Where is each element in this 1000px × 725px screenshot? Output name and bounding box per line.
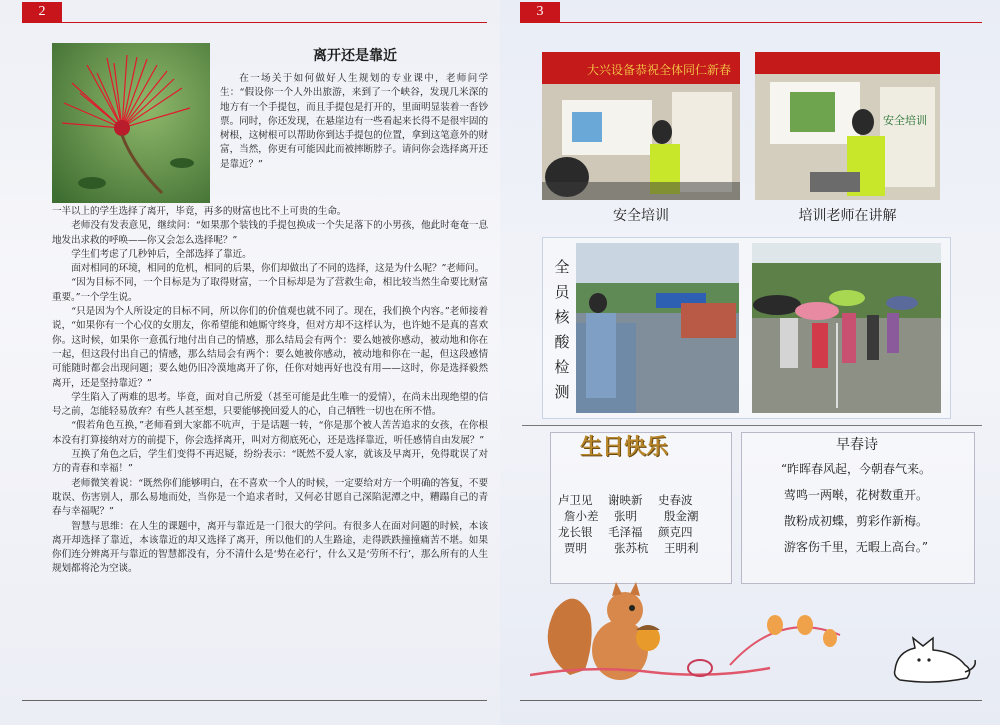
birthday-name: 史春波 xyxy=(658,493,693,507)
birthday-name: 詹小差 xyxy=(564,509,599,523)
poem-line: 莺鸣一两啭，花树数重开。 xyxy=(783,488,928,502)
header-rule-right xyxy=(520,22,982,23)
test-site-photo-2 xyxy=(752,243,941,413)
page-number-right: 3 xyxy=(520,2,560,22)
birthday-name: 谢映新 xyxy=(608,493,643,507)
caption-safety-training: 安全培训 xyxy=(613,208,669,224)
article-paragraph: 老师微笑着说：“既然你们能够明白，在不喜欢一个人的时候，一定要给对方一个明确的答复，不要耽误、伤害别人，那么易地而处，当你是一个追求者时，又何必甘愿自己深陷泥潭之中，糟蹋自己的青春与幸福呢？” xyxy=(52,477,488,518)
squirrel-illustration xyxy=(530,580,870,695)
cat-illustration xyxy=(885,630,980,690)
test-label-char: 全 xyxy=(554,258,570,276)
birthday-name: 贾明 xyxy=(564,541,587,555)
birthday-title: 生日快乐 xyxy=(580,434,669,460)
right-page xyxy=(500,0,1000,725)
article-title: 离开还是靠近 xyxy=(313,48,397,64)
banner-text: 大兴设备恭祝全体同仁新春 xyxy=(587,63,732,77)
nucleic-test-label xyxy=(552,255,572,405)
page-number-left: 2 xyxy=(22,2,62,22)
article-paragraph: “假若角色互换，”老师看到大家都不吭声，于是话题一转，“你是那个被人苦苦追求的女孩，在你根本没有打算接纳对方的前提下，你会选择离开，叫对方彻底死心，还是选择靠近，听任感情自由发展？” xyxy=(52,420,488,446)
birthday-name: 张苏杭 xyxy=(614,541,649,555)
header-rule-left xyxy=(22,22,487,23)
test-label-char: 核 xyxy=(554,308,570,326)
article-paragraph: 一半以上的学生选择了离开，毕竟，再多的财富也比不上可贵的生命。 xyxy=(52,206,347,217)
instructor-photo xyxy=(755,52,940,200)
banner-safety-text: 安全培训 xyxy=(883,114,927,127)
birthday-name: 卢卫见 xyxy=(558,493,593,507)
test-label-char: 测 xyxy=(554,383,570,401)
article-paragraph: “只是因为个人所设定的目标不同，所以你们的价值观也就不同了。现在，我们换个内容。”老师接着说，“如果你有一个心仪的女朋友，你希望能和她厮守终身，但对方却不这样认为，也许她不是真的喜欢你。这时候，如果你一意孤行地付出自己的情感，那么结局会有两个：要么她被你感动，被动地和你在一起，但这段付出自己的情感，那么结局会有两个：要么她被你感动，被动地和你在一起，但这段感情可能随时都会出现问题；要么她仍旧冷漠地离开了你，任你对她再好也没有用——这时，你是选择毅然离开，还是坚持靠近？” xyxy=(52,306,488,389)
footer-rule-left xyxy=(22,700,487,701)
test-label-char: 检 xyxy=(554,358,570,376)
birthday-name: 王明利 xyxy=(664,541,699,555)
article-paragraph: 学生陷入了两难的思考。毕竟，面对自己所爱（甚至可能是此生唯一的爱情），在尚未出现绝望的信号之前，怎能轻易放弃？有些人甚至想，只要能够挽回爱人的心，自己牺牲一切也在所不惜。 xyxy=(52,391,488,418)
birthday-name: 龙长银 xyxy=(558,525,593,539)
test-label-char: 员 xyxy=(554,283,570,301)
article-paragraph: 智慧与思维：在人生的课题中，离开与靠近是一门很大的学问。有很多人在面对问题的时候，本该离开却选择了靠近，本该靠近的却又选择了离开，所以他们的人生路途，走得跌跌撞撞痛苦不堪。如果你们连分辨离开与靠近的智慧都没有，分不清什么是‘势在必行’，什么又是‘劳所不行’，那么所有的人生规划都将沦为空谈。 xyxy=(52,520,488,575)
intro-paragraph: 在一场关于如何做好人生规划的专业课中，老师问学生：“假设你一个人外出旅游，来到了一个峡谷，发现几米深的地方有一个手提包，而且手提包是打开的，里面明显装着一沓钞票。同时，你还发现，在悬崖边有一些看起来长得不是很牢固的树根，这树根可以帮助你到达手提包的位置，拿到这笔意外的财富，当然，你更有可能因此而被摔断脖子。请问你会选择离开还是靠近？” xyxy=(220,73,488,170)
article-paragraph: “因为目标不同，一个目标是为了取得财富，一个目标却是为了营救生命，相比较当然生命要比财富重要。”一个学生说。 xyxy=(52,277,488,303)
safety-training-photo xyxy=(542,52,740,200)
poem-box xyxy=(741,432,975,584)
flower-photo xyxy=(52,43,210,203)
article-paragraph: 面对相同的环境，相同的危机，相同的后果，你们却做出了不同的选择，这是为什么呢？”老师问。 xyxy=(71,263,485,275)
test-site-photo-1 xyxy=(576,243,739,413)
birthday-name: 张明 xyxy=(614,509,637,523)
poem-line: 游客伤千里，无暇上高台。” xyxy=(783,540,929,554)
article-paragraph: 老师没有发表意见，继续问：“如果那个装钱的手提包换成一个失足落下的小男孩，他此时奄奄一息地发出求救的呼唤——你又会怎么选择呢？” xyxy=(52,220,488,246)
birthday-name: 毛泽福 xyxy=(608,525,643,539)
article-paragraph: 学生们考虑了几秒钟后，全部选择了靠近。 xyxy=(71,248,252,260)
caption-instructor: 培训老师在讲解 xyxy=(798,208,897,224)
footer-rule-right xyxy=(520,700,982,701)
birthday-name: 颜克四 xyxy=(658,525,693,539)
article-body xyxy=(52,205,488,577)
poem-title: 早春诗 xyxy=(836,437,878,453)
birthday-name: 殷金潮 xyxy=(664,509,699,523)
poem-line: “昨晖春风起，今朝春气来。 xyxy=(780,462,932,476)
article-paragraph: 互换了角色之后，学生们变得不再迟疑，纷纷表示：“既然不爱人家，就该及早离开，免得耽误了对方的青春和幸福！” xyxy=(52,449,488,475)
test-label-char: 酸 xyxy=(554,333,570,351)
poem-line: 散粉成初蝶，剪彩作新梅。 xyxy=(783,514,928,528)
section-divider xyxy=(522,425,982,426)
